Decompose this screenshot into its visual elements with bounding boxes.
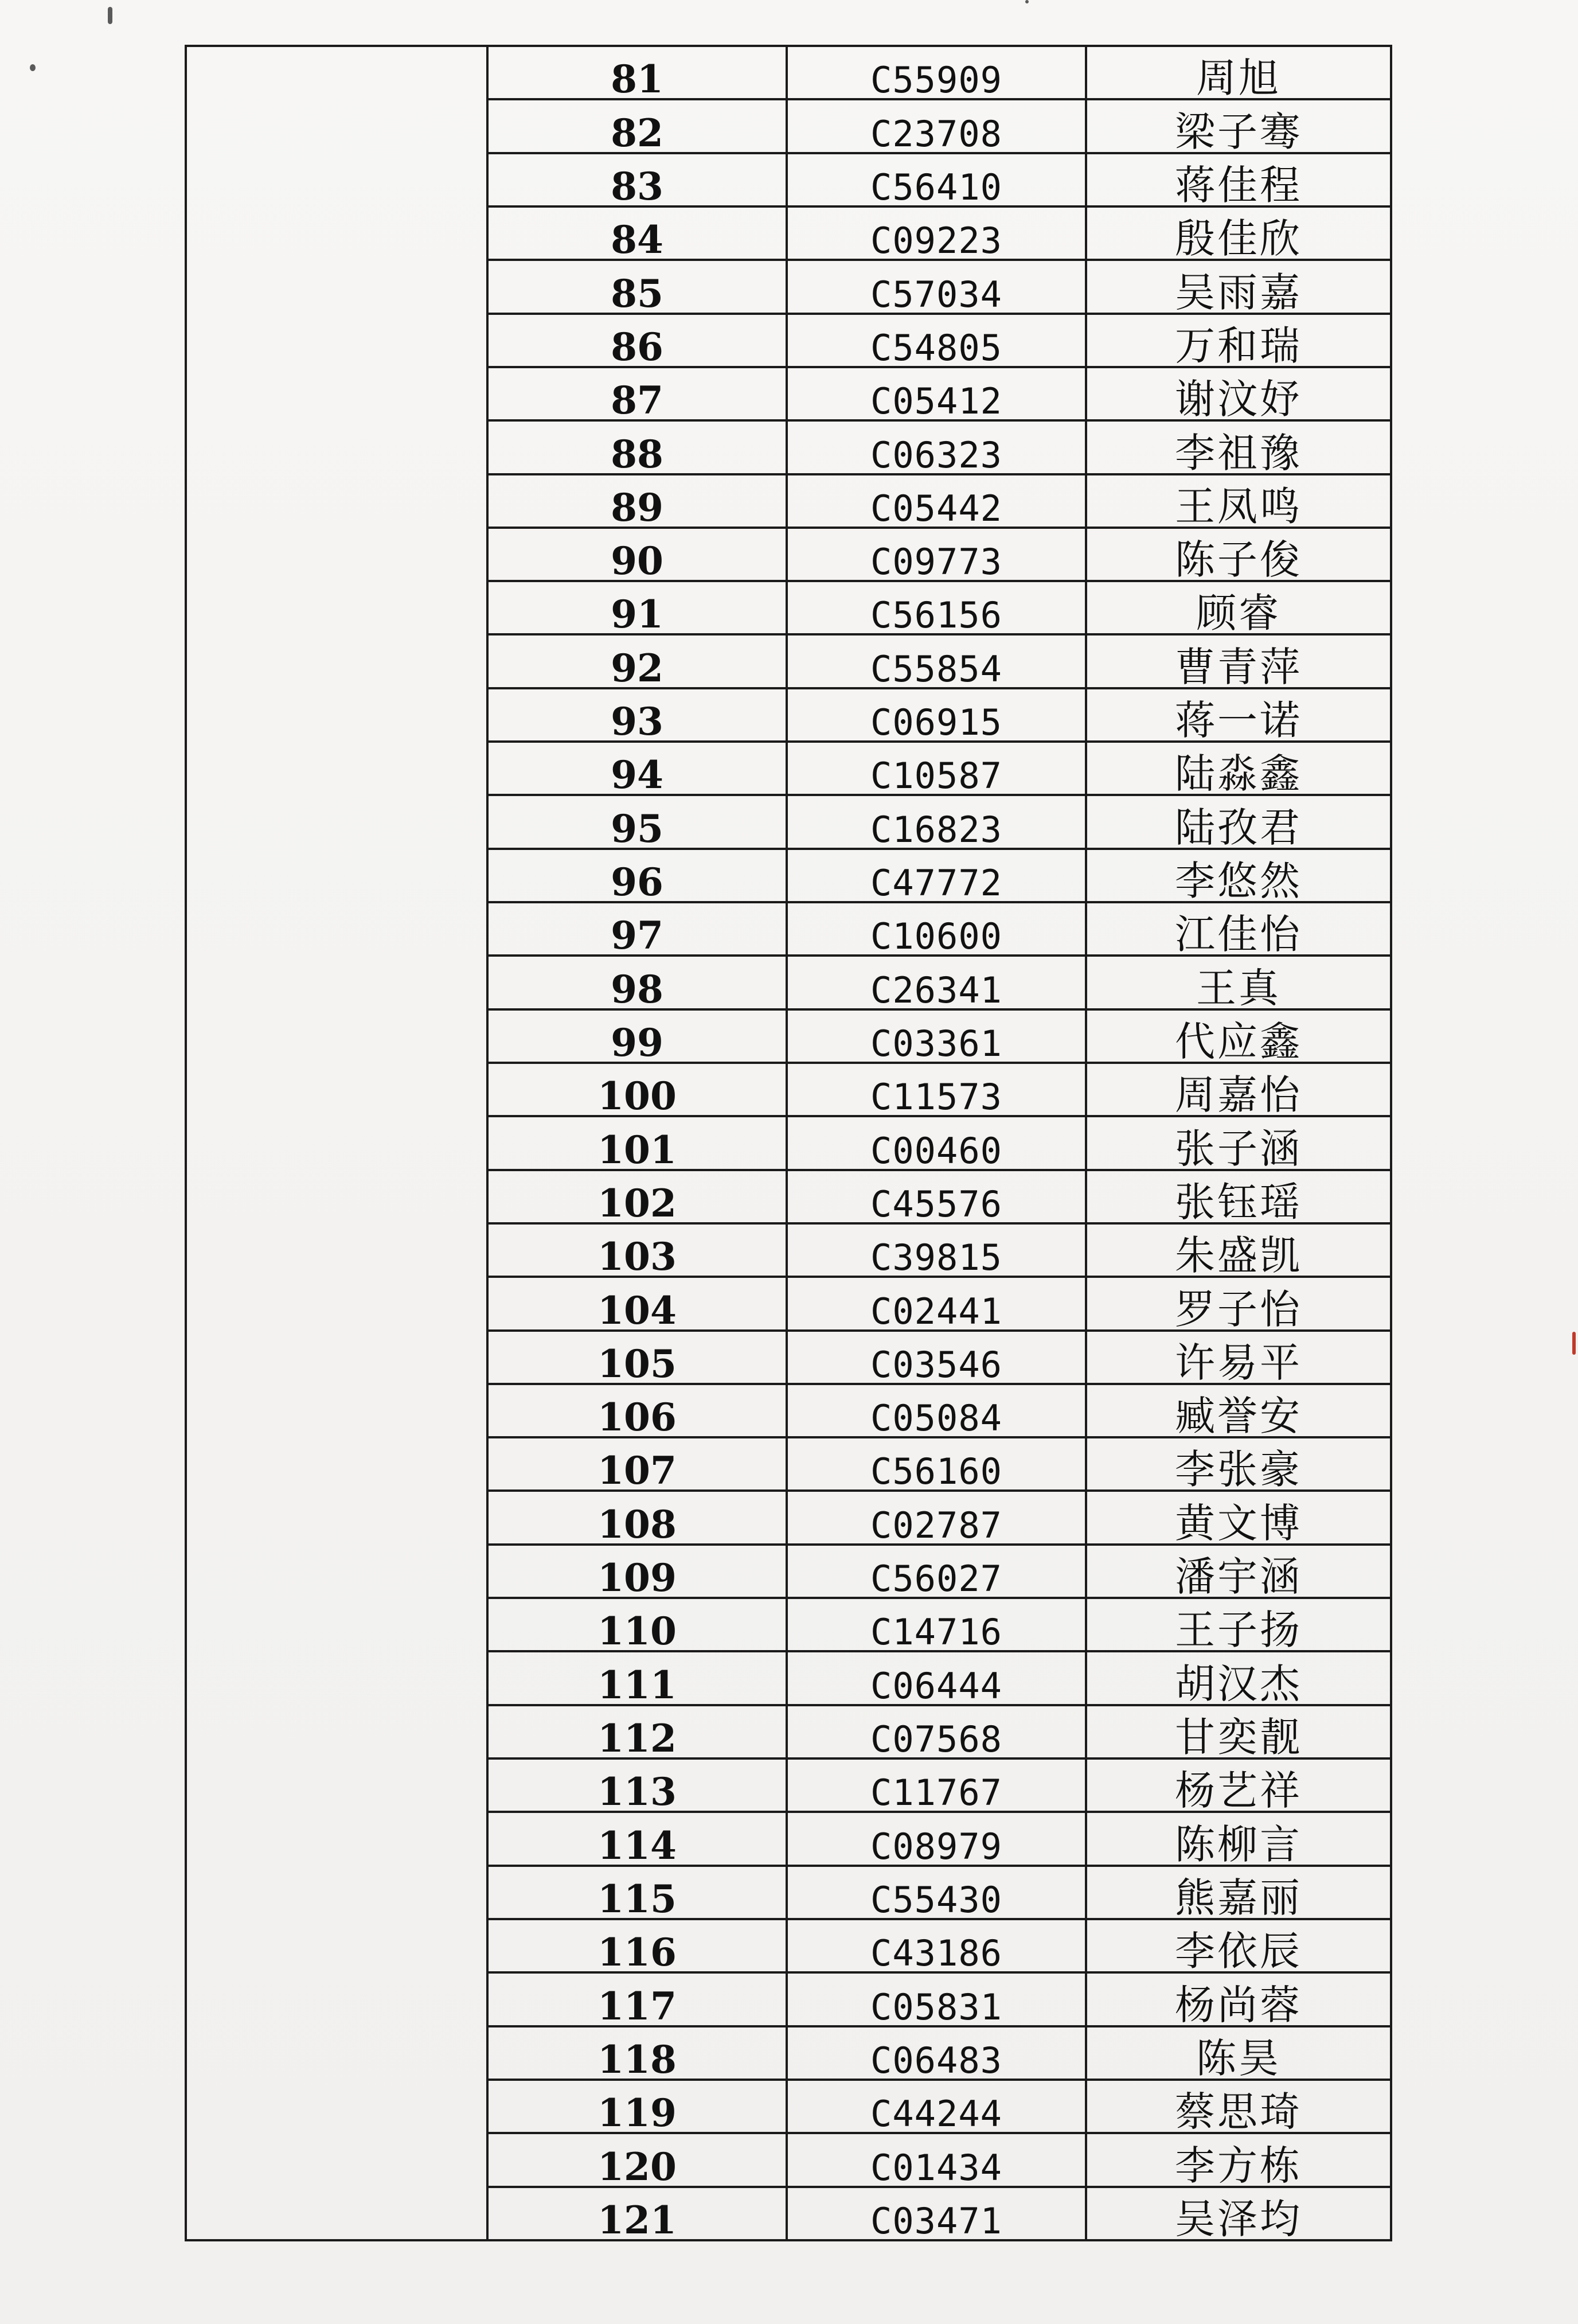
student-code-cell: C03471 [787, 2187, 1086, 2241]
student-name-cell: 李悠然 [1086, 849, 1391, 902]
student-name-cell: 杨艺祥 [1086, 1758, 1391, 1812]
row-index-cell: 118 [487, 2026, 787, 2080]
row-index-cell: 110 [487, 1598, 787, 1651]
row-index-cell: 115 [487, 1866, 787, 1919]
row-index-cell: 92 [487, 634, 787, 688]
student-name-cell: 顾睿 [1086, 581, 1391, 634]
student-name-cell: 蔡思琦 [1086, 2080, 1391, 2133]
student-code-cell: C56156 [787, 581, 1086, 634]
student-code-cell: C06915 [787, 688, 1086, 742]
student-code-cell: C55909 [787, 46, 1086, 99]
row-index-cell: 82 [487, 99, 787, 153]
row-index-cell: 109 [487, 1545, 787, 1598]
student-code-cell: C43186 [787, 1919, 1086, 1972]
row-index-cell: 119 [487, 2080, 787, 2133]
student-code-cell: C03546 [787, 1331, 1086, 1384]
student-code-cell: C02441 [787, 1277, 1086, 1330]
dust-speck [1572, 1332, 1576, 1355]
row-index-cell: 98 [487, 956, 787, 1009]
student-code-cell: C08979 [787, 1812, 1086, 1865]
student-code-cell: C54805 [787, 314, 1086, 367]
student-name-cell: 李张豪 [1086, 1437, 1391, 1491]
student-name-cell: 蒋一诺 [1086, 688, 1391, 742]
student-code-cell: C03361 [787, 1009, 1086, 1063]
student-name-cell: 万和瑞 [1086, 314, 1391, 367]
student-code-cell: C11573 [787, 1063, 1086, 1116]
student-name-cell: 陈柳言 [1086, 1812, 1391, 1865]
row-index-cell: 86 [487, 314, 787, 367]
student-name-cell: 曹青萍 [1086, 634, 1391, 688]
row-index-cell: 111 [487, 1651, 787, 1705]
row-index-cell: 85 [487, 260, 787, 313]
student-code-cell: C47772 [787, 849, 1086, 902]
student-name-cell: 臧誉安 [1086, 1384, 1391, 1437]
student-code-cell: C45576 [787, 1170, 1086, 1223]
student-code-cell: C57034 [787, 260, 1086, 313]
student-name-cell: 陆淼鑫 [1086, 742, 1391, 795]
student-name-cell: 甘奕靓 [1086, 1705, 1391, 1758]
row-index-cell: 120 [487, 2133, 787, 2186]
student-code-cell: C39815 [787, 1223, 1086, 1277]
row-index-cell: 117 [487, 1972, 787, 2026]
student-code-cell: C55854 [787, 634, 1086, 688]
student-name-cell: 殷佳欣 [1086, 206, 1391, 260]
student-name-cell: 李依辰 [1086, 1919, 1391, 1972]
merged-side-cell [186, 46, 487, 2240]
row-index-cell: 87 [487, 367, 787, 420]
student-code-cell: C09223 [787, 206, 1086, 260]
student-name-cell: 陆孜君 [1086, 795, 1391, 848]
student-name-cell: 王子扬 [1086, 1598, 1391, 1651]
student-name-cell: 吴泽均 [1086, 2187, 1391, 2241]
row-index-cell: 106 [487, 1384, 787, 1437]
row-index-cell: 100 [487, 1063, 787, 1116]
row-index-cell: 103 [487, 1223, 787, 1277]
student-name-cell: 吴雨嘉 [1086, 260, 1391, 313]
student-code-cell: C26341 [787, 956, 1086, 1009]
roster-table-body [186, 46, 1391, 2240]
student-code-cell: C10587 [787, 742, 1086, 795]
table-row [186, 46, 1391, 99]
student-name-cell: 周旭 [1086, 46, 1391, 99]
row-index-cell: 121 [487, 2187, 787, 2241]
row-index-cell: 116 [487, 1919, 787, 1972]
row-index-cell: 90 [487, 528, 787, 581]
student-code-cell: C56027 [787, 1545, 1086, 1598]
student-code-cell: C06444 [787, 1651, 1086, 1705]
student-name-cell: 梁子骞 [1086, 99, 1391, 153]
student-code-cell: C00460 [787, 1116, 1086, 1169]
row-index-cell: 84 [487, 206, 787, 260]
student-name-cell: 胡汉杰 [1086, 1651, 1391, 1705]
student-name-cell: 江佳怡 [1086, 902, 1391, 956]
row-index-cell: 113 [487, 1758, 787, 1812]
student-code-cell: C06323 [787, 420, 1086, 474]
row-index-cell: 95 [487, 795, 787, 848]
dust-speck [1025, 0, 1029, 3]
roster-table [185, 45, 1392, 2241]
student-name-cell: 黄文博 [1086, 1491, 1391, 1544]
student-name-cell: 蒋佳程 [1086, 153, 1391, 206]
row-index-cell: 101 [487, 1116, 787, 1169]
student-name-cell: 杨尚蓉 [1086, 1972, 1391, 2026]
student-code-cell: C02787 [787, 1491, 1086, 1544]
student-code-cell: C05412 [787, 367, 1086, 420]
student-code-cell: C44244 [787, 2080, 1086, 2133]
row-index-cell: 91 [487, 581, 787, 634]
student-code-cell: C10600 [787, 902, 1086, 956]
student-code-cell: C06483 [787, 2026, 1086, 2080]
student-name-cell: 张子涵 [1086, 1116, 1391, 1169]
row-index-cell: 88 [487, 420, 787, 474]
student-name-cell: 熊嘉丽 [1086, 1866, 1391, 1919]
student-code-cell: C11767 [787, 1758, 1086, 1812]
student-name-cell: 罗子怡 [1086, 1277, 1391, 1330]
student-code-cell: C56410 [787, 153, 1086, 206]
student-name-cell: 代应鑫 [1086, 1009, 1391, 1063]
student-name-cell: 李祖豫 [1086, 420, 1391, 474]
dust-speck [108, 7, 112, 24]
row-index-cell: 97 [487, 902, 787, 956]
row-index-cell: 104 [487, 1277, 787, 1330]
row-index-cell: 99 [487, 1009, 787, 1063]
row-index-cell: 102 [487, 1170, 787, 1223]
student-code-cell: C14716 [787, 1598, 1086, 1651]
student-code-cell: C05084 [787, 1384, 1086, 1437]
student-name-cell: 周嘉怡 [1086, 1063, 1391, 1116]
student-name-cell: 谢汶妤 [1086, 367, 1391, 420]
student-name-cell: 张钰瑶 [1086, 1170, 1391, 1223]
row-index-cell: 105 [487, 1331, 787, 1384]
student-name-cell: 陈子俊 [1086, 528, 1391, 581]
row-index-cell: 112 [487, 1705, 787, 1758]
student-code-cell: C01434 [787, 2133, 1086, 2186]
row-index-cell: 83 [487, 153, 787, 206]
row-index-cell: 107 [487, 1437, 787, 1491]
student-code-cell: C23708 [787, 99, 1086, 153]
student-code-cell: C16823 [787, 795, 1086, 848]
student-name-cell: 王凤鸣 [1086, 474, 1391, 528]
student-name-cell: 许易平 [1086, 1331, 1391, 1384]
row-index-cell: 96 [487, 849, 787, 902]
student-name-cell: 朱盛凯 [1086, 1223, 1391, 1277]
student-name-cell: 王真 [1086, 956, 1391, 1009]
student-name-cell: 潘宇涵 [1086, 1545, 1391, 1598]
row-index-cell: 94 [487, 742, 787, 795]
student-name-cell: 李方栋 [1086, 2133, 1391, 2186]
student-code-cell: C05442 [787, 474, 1086, 528]
row-index-cell: 108 [487, 1491, 787, 1544]
student-code-cell: C56160 [787, 1437, 1086, 1491]
row-index-cell: 81 [487, 46, 787, 99]
student-code-cell: C07568 [787, 1705, 1086, 1758]
student-code-cell: C55430 [787, 1866, 1086, 1919]
row-index-cell: 114 [487, 1812, 787, 1865]
student-name-cell: 陈昊 [1086, 2026, 1391, 2080]
dust-speck [30, 64, 36, 71]
student-code-cell: C09773 [787, 528, 1086, 581]
row-index-cell: 89 [487, 474, 787, 528]
student-code-cell: C05831 [787, 1972, 1086, 2026]
row-index-cell: 93 [487, 688, 787, 742]
